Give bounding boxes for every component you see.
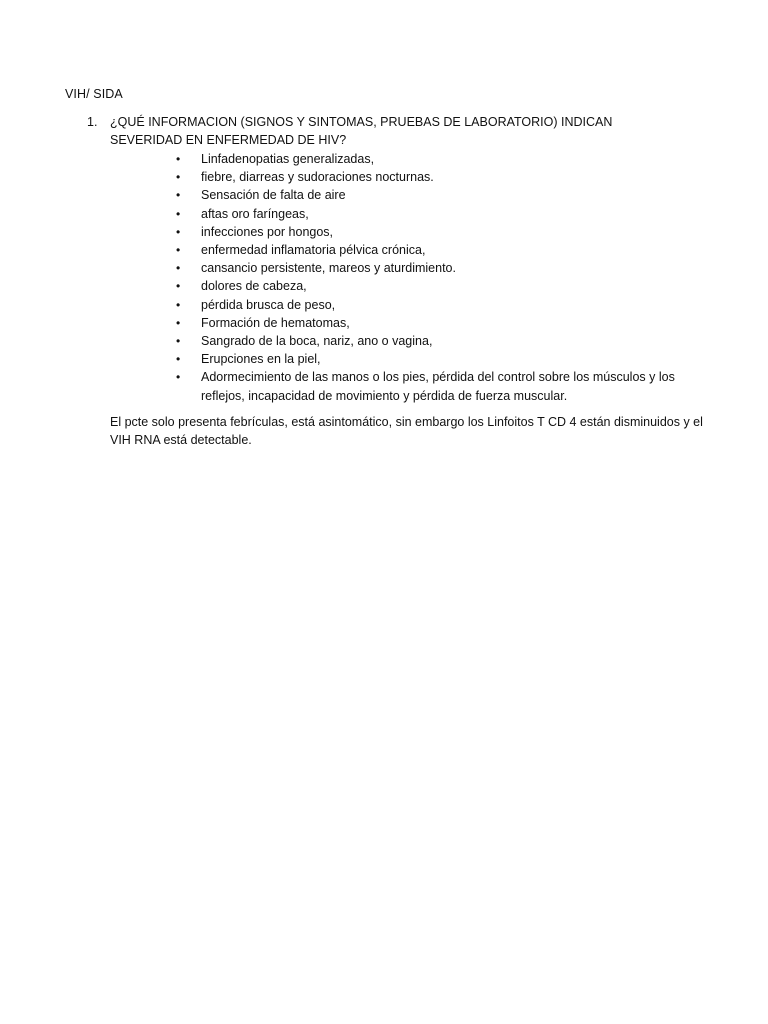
list-item-text: Erupciones en la piel, xyxy=(201,352,321,367)
question-number: 1. xyxy=(87,115,98,129)
bullet-icon: • xyxy=(176,261,181,276)
bullet-icon: • xyxy=(176,224,181,239)
list-item xyxy=(176,368,716,404)
bullet-icon: • xyxy=(176,315,181,330)
list-item-text: pérdida brusca de peso, xyxy=(201,297,336,312)
list-item-text: Sangrado de la boca, nariz, ano o vagina, xyxy=(201,334,433,349)
list-item-text: fiebre, diarreas y sudoraciones nocturnas. xyxy=(201,170,434,185)
list-item xyxy=(176,332,716,350)
bullet-icon: • xyxy=(176,297,181,312)
list-item-text: Formación de hematomas, xyxy=(201,315,350,330)
bullet-icon: • xyxy=(176,279,181,294)
bullet-icon: • xyxy=(176,243,181,258)
list-item xyxy=(176,296,716,314)
bullet-icon: • xyxy=(176,152,181,166)
list-item xyxy=(176,350,716,368)
symptom-list xyxy=(176,150,716,405)
question-text: ¿QUÉ INFORMACION (SIGNOS Y SINTOMAS, PRUEBAS DE LABORATORIO) INDICAN SEVERIDAD EN ENFERMEDAD DE HIV? xyxy=(110,115,613,147)
list-item xyxy=(176,223,716,241)
bullet-icon: • xyxy=(176,352,181,367)
list-item xyxy=(176,186,716,204)
list-item xyxy=(176,259,716,277)
bullet-icon: • xyxy=(176,188,181,203)
list-item xyxy=(176,150,716,168)
list-item xyxy=(176,205,716,223)
bullet-icon: • xyxy=(176,170,181,185)
bullet-icon: • xyxy=(176,206,181,221)
patient-note: El pcte solo presenta febrículas, está asintomático, sin embargo los Linfoitos T CD 4 están disminuidos y el VIH RNA está detectable. xyxy=(110,415,703,447)
list-item-text: dolores de cabeza, xyxy=(201,279,307,294)
document-title: VIH/ SIDA xyxy=(65,87,123,101)
list-item-text: aftas oro faríngeas, xyxy=(201,206,309,221)
list-item xyxy=(176,314,716,332)
bullet-icon: • xyxy=(176,334,181,349)
list-item-text: infecciones por hongos, xyxy=(201,224,334,239)
list-item xyxy=(176,241,716,259)
list-item xyxy=(176,168,716,186)
list-item-text: cansancio persistente, mareos y aturdimiento. xyxy=(201,261,456,276)
list-item-text: Sensación de falta de aire xyxy=(201,188,346,203)
list-item xyxy=(176,277,716,295)
list-item-text: enfermedad inflamatoria pélvica crónica, xyxy=(201,243,426,258)
bullet-icon: • xyxy=(176,370,181,385)
list-item-text: Adormecimiento de las manos o los pies, pérdida del control sobre los músculos y los reflejos, incapacidad de movimiento y pérdida de fuerza muscular. xyxy=(201,370,675,403)
list-item-text: Linfadenopatias generalizadas, xyxy=(201,152,375,166)
